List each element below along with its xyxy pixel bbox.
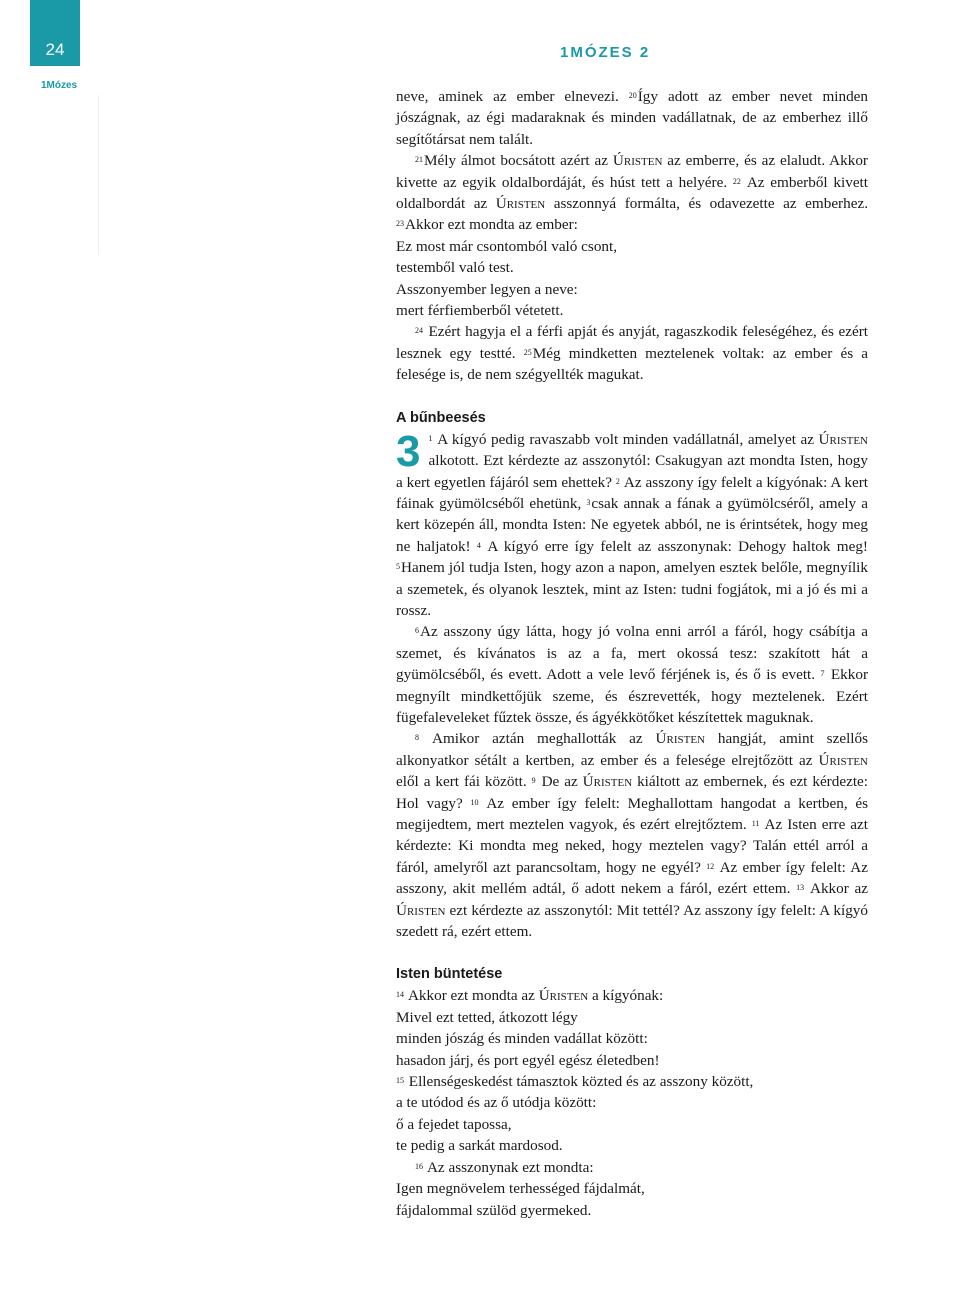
poem-line: ő a fejedet tapossa, [396,1115,512,1133]
paragraph: $^6$Az asszony úgy látta, hogy jó volna enni arról a fáról, hogy csábítja a szemet, és kívánatos is az a fa, mert okossá tesz: szakított hát a gyümölcséből, és evett. Adott a vele levő férjének is, és ő is evett. $^7$ Ekkor megnyílt mindkettőjük szeme, és észrevették, hogy meztelenek. Ezért fügefaleveleket fűztek össze, és ágyékkötőket készítettek maguknak. [396,623,869,726]
verse-number: 13 [796,883,805,893]
verse-number: 25 [523,347,532,357]
paragraph: $^8$ Amikor aztán meghallották az Úristen hangját, amint szellős alkonyatkor sétált a kertben, az ember és a felesége elrejtőzött az Úristen elől a kert fái között. $^9$ De az Úristen kiáltott az embernek, és ezt kérdezte: Hol vagy? $^{10}$ Az ember így felelt: Meghallottam hangodat a kertben, és megijedtem, mert meztelen vagyok, és ezért elrejtőztem. $^{11}$ Az Isten erre azt kérdezte: Ki mondta meg neked, hogy meztelen vagy? Talán ettél arról a fáról, amelyről azt parancsoltam, hogy ne egyél? $^{12}$ Az ember így felelt: Az asszony, akit mellém adtál, ő adott nekem a fáról, ezért ettem. $^{13}$ Akkor az Úristen ezt kérdezte az asszonytól: Mit tettél? Az asszony így felelt: A kígyó szedett rá, ezért ettem. [396,730,869,941]
poem-line: Mivel ezt tetted, átkozott légy [396,1008,578,1026]
verse-number: 11 [751,819,760,828]
verse-number: 4 [476,540,481,550]
paragraph: 3 $^1$ A kígyó pedig ravaszabb volt minden vadállatnál, amelyet az Úristen alkotott. Ezt kérdezte az asszonytól: Csakugyan azt mondta Isten, hogy a kert egyetlen fájáról sem ehettek? $^2$ Az asszony így felelt a kígyónak: A kert fáinak gyümölcséből ehetünk, $^3$csak annak a fának a gyümölcséről, amely a kert közepén áll, mondta Isten: Ne egyetek abból, ne is érintsétek, hogy meg ne haljatok! $^4$ A kígyó erre így felelt az asszonynak: Dehogy haltok meg! $^5$Hanem jól tudja Isten, hogy azon a napon, amelyen esztek belőle, megnyílik a szemetek, és olyanok lesztek, mint az Isten: tudni fogjátok, mi a jó és mi a rossz. [396,426,868,619]
verse-number: 12 [706,861,715,871]
paragraph: $^{24}$ Ezért hagyja el a férfi apját és anyját, ragaszkodik feleségéhez, és ezért lesznek egy testté. $^{25}$Még mindketten meztelenek voltak: az ember és a felesége is, de nem szégyellték magukat. [396,323,868,384]
poem-line: Ez most már csontomból való csont, [396,237,618,255]
section-heading: A bűnbeesés [396,409,486,426]
verse-number: 14 [396,990,404,1000]
chapter-number: 3 [396,426,421,476]
poem-line: hasadon járj, és port egyél egész életedben! [396,1051,660,1069]
poem-line: te pedig a sarkát mardosod. [396,1137,563,1155]
verse-number: 1 [428,433,433,443]
paragraph: $^{21}$Mély álmot bocsátott azért az Úristen az emberre, és az elaludt. Akkor kivette az egyik oldalbordáját, és húst tett a helyére. $^{22}$ Az emberből kivett oldalbordát az Úristen asszonnyá formálta, és odavezette az emberhez. $^{23}$Akkor ezt mondta az ember: [396,152,868,234]
poem-line: testemből való test. [396,259,514,277]
verse-number: 20 [628,91,637,100]
poem-line: $^{15}$ Ellenségeskedést támasztok közted és az asszony között, [396,1073,754,1091]
verse-number: 23 [396,219,404,229]
paragraph: neve, aminek az ember elnevezi. $^{20}$Így adott az ember nevet minden jószágnak, az égi madaraknak és minden vadállatnak, de az emberhez illő segítőtársat nem talált. [396,88,868,148]
poem-line: $^{14}$ Akkor ezt mondta az Úristen a kígyónak: [396,987,664,1005]
poem-line: $^{16}$ Az asszonynak ezt mondta: [415,1158,594,1176]
poem-line: minden jószág és minden vadállat között: [396,1030,648,1048]
running-head: 1MÓZES 2 [560,44,651,61]
verse-number: 3 [586,497,591,507]
verse-number: 16 [415,1161,423,1171]
body-text [396,86,868,1221]
verse-number: 2 [615,476,620,486]
verse-number: 8 [415,733,419,743]
verse-number: 22 [732,176,741,186]
verse-number: 21 [415,155,423,165]
poem-line: a te utódod és az ő utódja között: [396,1094,597,1112]
verse-number: 10 [470,797,479,807]
page-number-tab [30,0,80,66]
verse-number: 6 [415,626,419,636]
verse-number: 24 [415,326,423,336]
section-heading: Isten büntetése [396,966,503,983]
verse-number: 15 [396,1076,404,1086]
side-book-label: 1Mózes [41,80,78,91]
poem-line: fájdalommal szülöd gyermeked. [396,1201,592,1219]
verse-number: 5 [396,562,400,572]
page-number: 24 [45,40,65,59]
poem-line: Asszonyember legyen a neve: [396,280,578,298]
poem-line: Igen megnövelem terhességed fájdalmát, [396,1180,645,1198]
verse-number: 9 [531,776,536,786]
poem-line: mert férfiemberből vétetett. [396,302,564,320]
side-divider [98,95,99,255]
verse-number: 7 [820,669,825,679]
